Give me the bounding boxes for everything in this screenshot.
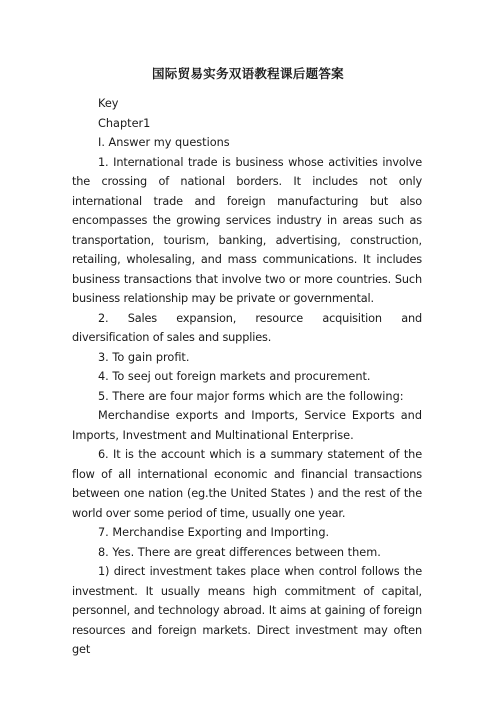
- paragraph-answer-2: 2. Sales expansion, resource acquisition and diversification of sales and supplies.: [72, 311, 422, 344]
- paragraph-answer-8-detail: 1) direct investment takes place when control follows the investment. It usually means high commitment of capital, personnel, and technology abroad. It aims at gaining of foreign resources and foreign markets. Direct investment may often get: [72, 565, 422, 656]
- paragraph-answer-5: 5. There are four major forms which are the following:: [98, 389, 404, 403]
- paragraph-chapter-heading: Chapter1: [98, 116, 151, 130]
- paragraph-key: Key: [98, 97, 119, 110]
- paragraph-section-heading: I. Answer my questions: [98, 136, 230, 149]
- paragraph-answer-8: 8. Yes. There are great differences between them.: [98, 545, 381, 559]
- document-body: [72, 94, 422, 660]
- paragraph-answer-5-forms: Merchandise exports and Imports, Service Exports and Imports, Investment and Multinational Enterprise.: [72, 409, 422, 442]
- paragraph-answer-4: 4. To seej out foreign markets and procurement.: [98, 370, 371, 383]
- paragraph-answer-6: 6. It is the account which is a summary statement of the flow of all international economic and financial transactions between one nation (eg.the United States ) and the rest of the world over some period of time, usually one year.: [72, 448, 422, 520]
- document-title: 国际贸易实务双语教程课后题答案: [151, 66, 344, 81]
- paragraph-answer-7: 7. Merchandise Exporting and Importing.: [98, 526, 330, 539]
- paragraph-answer-3: 3. To gain profit.: [98, 350, 190, 364]
- paragraph-answer-1: 1. International trade is business whose activities involve the crossing of national borders. It includes not only international trade and foreign manufacturing but also encompasses the growing services industry in areas such as transportation, tourism, banking, advertising, construction, retailing, wholesaling, and mass communications. It includes business transactions that involve two or more countries. Such business relationship may be private or governmental.: [72, 155, 422, 305]
